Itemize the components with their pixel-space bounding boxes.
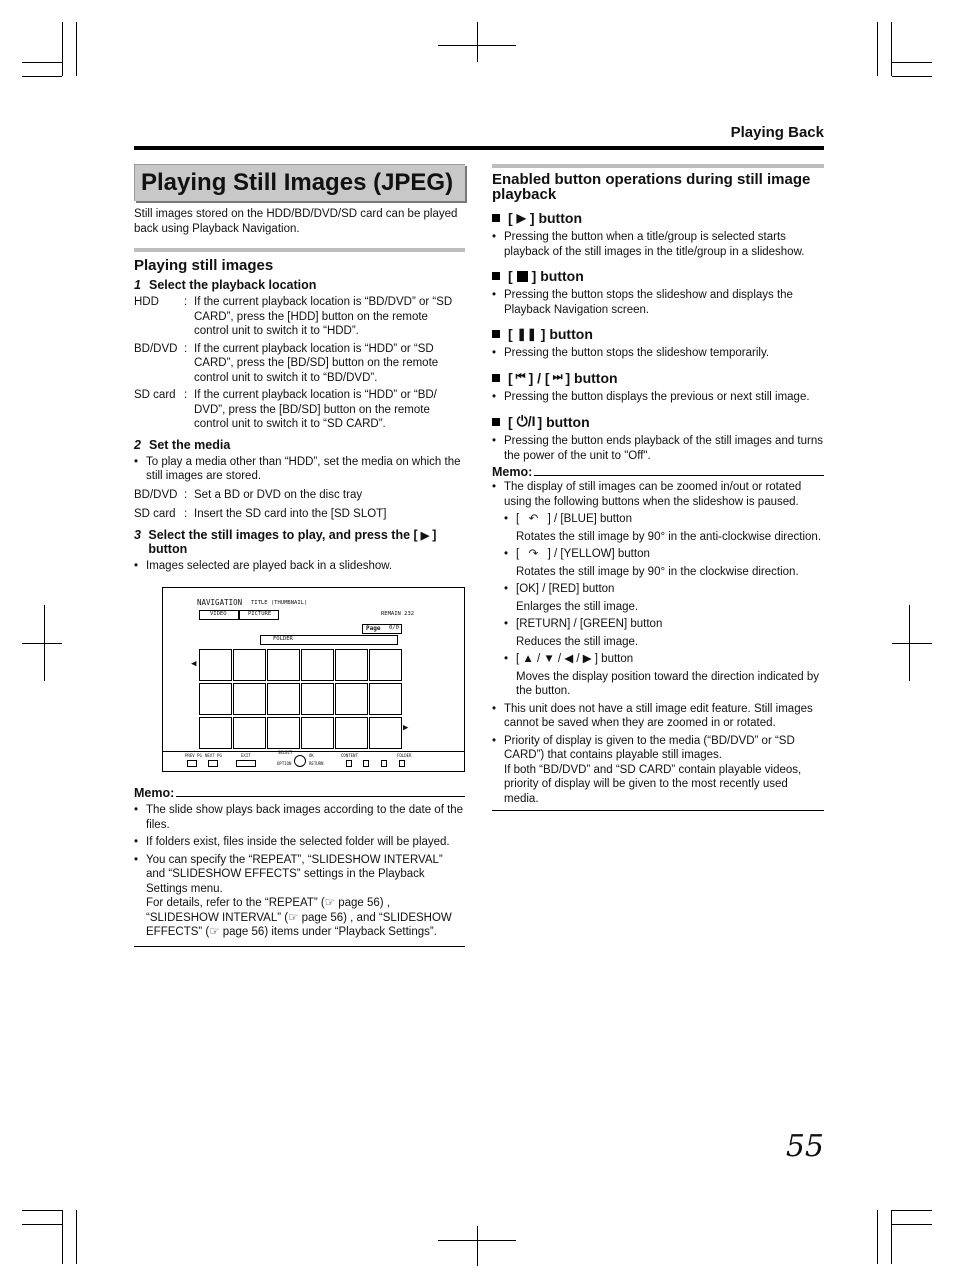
button-label-part: [: [508, 268, 513, 284]
skip-forward-icon: ⏭: [552, 371, 563, 383]
step-title: Set the media: [149, 437, 231, 452]
definition-row: [134, 295, 465, 339]
exit-key-icon: [236, 760, 256, 767]
sub-text: [ ↷ ] / [YELLOW] button Rotates the still image by 90° in the clockwise direction.: [516, 547, 824, 579]
page-title: Playing Still Images (JPEG): [134, 164, 465, 201]
step-title-part: ] button: [148, 527, 437, 556]
button-desc: [492, 288, 824, 317]
thumbnail: [199, 649, 232, 681]
desc-text: Pressing the button ends playback of the still images and turns the power of the unit to "Off".: [504, 435, 823, 462]
button-desc: [492, 230, 824, 259]
tab-picture-label: PICTURE: [248, 611, 272, 617]
def-desc: Set a BD or DVD on the disc tray: [194, 488, 363, 501]
sub-button: [ ▲ / ▼ / ◀ / ▶ ] button: [516, 653, 634, 665]
nav-title: TITLE (THUMBNAIL): [251, 600, 308, 606]
sub-item: [504, 652, 824, 699]
desc-text: Pressing the button when a title/group is selected starts playback of the still images in the title/group in a slideshow.: [504, 231, 805, 258]
thumbnail: [369, 683, 402, 715]
bullet-item: [134, 455, 465, 484]
rotate-left-icon: ↶: [528, 513, 539, 525]
def-term: SD card: [134, 508, 176, 520]
sub-item: [504, 547, 824, 579]
sub-desc: Moves the display position toward the direction indicated by the button.: [516, 670, 820, 697]
def-colon: :: [184, 296, 188, 308]
memo-rule: [534, 475, 824, 476]
folder-bar: [260, 635, 398, 645]
thumbnail: [335, 649, 368, 681]
step-title: Select the playback location: [149, 278, 317, 292]
memo-end-rule: [492, 810, 824, 811]
thumbnail: [199, 717, 232, 749]
memo-text: The slide show plays back images according to the date of the files.: [146, 804, 464, 831]
memo-sublist: [504, 512, 824, 699]
button-heading-power: [492, 413, 824, 430]
color-key-icon: [399, 760, 405, 767]
button-label-part: ] button: [537, 413, 590, 430]
tab-picture: [239, 610, 279, 620]
def-desc: If the current playback location is “HDD” or “BD/ DVD”, press the [BD/SD] button on the remote control unit to switch it to “SD CARD”.: [194, 389, 437, 430]
button-heading-skip: [492, 370, 824, 386]
memo-item: [492, 734, 824, 807]
desc-text: Pressing the button stops the slideshow temporarily.: [504, 347, 770, 359]
def-colon: :: [184, 488, 188, 501]
button-desc: [492, 346, 824, 361]
bullet-dot: •: [492, 435, 497, 447]
memo-text: If folders exist, files inside the selected folder will be played.: [146, 836, 450, 848]
button-label-part: [: [508, 369, 513, 386]
footer-return: RETURN: [309, 761, 324, 766]
footer-next: NEXT PG: [205, 753, 222, 758]
bullet-dot: •: [492, 289, 497, 301]
sub-item: [504, 512, 824, 544]
footer-exit: EXIT: [241, 753, 251, 758]
button-label-part: ] button: [565, 369, 618, 386]
memo-end-rule: [134, 946, 465, 947]
def-desc: If the current playback location is “HDD” or “SD CARD”, press the [BD/SD] button on the remote control unit to switch it to “BD/DVD”.: [194, 342, 439, 384]
remain-text: REMAIN 232: [381, 611, 415, 617]
page-label: Page: [366, 625, 381, 632]
button-desc: [492, 434, 824, 463]
section-title: Playing Back: [730, 124, 824, 141]
button-label-part: ] button: [531, 268, 584, 284]
sub-item: [504, 617, 824, 649]
memo-rule: [176, 796, 465, 797]
square-bullet: [492, 272, 500, 280]
thumbnail: [233, 649, 266, 681]
next-page-icon: [208, 760, 218, 767]
header-rule: [134, 146, 824, 150]
page-indicator: [362, 624, 402, 634]
step-number: 1: [134, 278, 141, 292]
sub-item: [504, 582, 824, 614]
thumbnail: [301, 649, 334, 681]
step-2: [134, 438, 465, 452]
bullet-dot: •: [134, 455, 139, 468]
page-value: 0/0: [389, 625, 399, 631]
bullet-dot: •: [492, 347, 497, 359]
button-label-part: ] button: [529, 210, 582, 226]
memo-item: [492, 702, 824, 731]
bullet-dot: •: [134, 559, 139, 572]
footer-content: CONTENT: [341, 753, 358, 758]
power-icon: ⏻/I: [516, 413, 536, 429]
bullet-dot: •: [492, 231, 497, 243]
page-number: 55: [785, 1129, 824, 1164]
sub-desc: Enlarges the still image.: [516, 600, 639, 613]
bullet-dot: •: [134, 853, 139, 866]
bullet-dot: •: [504, 513, 509, 525]
bullet-dot: •: [492, 481, 497, 493]
bullet-item: [134, 559, 465, 574]
button-label-part: [: [508, 210, 513, 226]
memo-label: Memo:: [492, 465, 533, 479]
step-number: 2: [134, 437, 141, 452]
footer-folder: FOLDER: [397, 753, 412, 758]
sub-desc: Rotates the still image by 90° in the anti-clockwise direction.: [516, 530, 822, 543]
play-icon: ▶: [417, 529, 433, 542]
thumbnail: [233, 683, 266, 715]
button-label-part: ] button: [540, 326, 593, 342]
subsection-title: Enabled button operations during still image playback: [492, 171, 811, 203]
bullet-dot: •: [504, 583, 509, 595]
thumbnail: [335, 683, 368, 715]
memo-text: The display of still images can be zoomed in/out or rotated using the following buttons when the slideshow is paused.: [504, 481, 802, 508]
step-number: 3: [134, 527, 141, 542]
left-column: [134, 164, 465, 947]
sub-text: [516, 652, 824, 699]
rotate-right-icon: ↷: [528, 548, 539, 560]
def-desc: If the current playback location is “BD/DVD” or “SD CARD”, press the [HDD] button on the remote control unit to switch it to “HDD”.: [194, 296, 453, 337]
bullet-dot: •: [134, 804, 139, 816]
pause-icon: ❚❚: [516, 327, 537, 341]
step-title-part: Select the still images to play, and press the [: [148, 527, 418, 542]
bullet-dot: •: [504, 618, 509, 630]
navigation-screen-illustration: [162, 587, 465, 772]
sub-desc: Reduces the still image.: [516, 635, 639, 648]
folder-label: FOLDER: [273, 636, 293, 642]
sub-desc: Rotates the still image by 90° in the clockwise direction.: [516, 565, 799, 578]
step-title: [148, 528, 465, 556]
intro-text: Still images stored on the HDD/BD/DVD/SD card can be played back using Playback Navigation.: [134, 208, 458, 235]
button-heading-play: [492, 210, 824, 226]
bullet-dot: •: [134, 836, 139, 848]
sub-button: [OK] / [RED] button: [516, 583, 615, 595]
memo-label: Memo:: [134, 786, 175, 800]
tab-video: [199, 610, 239, 620]
subsection-bar: [134, 248, 465, 252]
subsection-title: Playing still images: [134, 257, 274, 274]
sub-text: [516, 617, 824, 649]
bullet-text: To play a media other than “HDD”, set the media on which the still images are stored.: [146, 455, 461, 482]
memo-item: [134, 835, 465, 850]
sub-button: ] / [BLUE] button: [547, 513, 632, 525]
def-term: BD/DVD: [134, 488, 178, 501]
bullet-dot: •: [504, 548, 509, 560]
footer-ok: OK: [309, 753, 314, 758]
thumbnail: [369, 717, 402, 749]
def-colon: :: [184, 508, 188, 520]
footer-prev: PREV PG: [185, 753, 202, 758]
subsection-bar: [492, 164, 824, 168]
thumbnail: [335, 717, 368, 749]
memo-heading: [134, 786, 465, 800]
bullet-dot: •: [492, 702, 497, 715]
button-desc: [492, 390, 824, 405]
desc-text: Pressing the button displays the previous or next still image.: [504, 390, 810, 403]
footer-option: OPTION: [277, 761, 292, 766]
tab-video-label: VIDEO: [210, 611, 227, 617]
sub-text: [ ↶ ] / [BLUE] button Rotates the still image by 90° in the anti-clockwise direction.: [516, 512, 824, 544]
thumbnail: [199, 683, 232, 715]
bullet-text: Images selected are played back in a slideshow.: [146, 559, 393, 572]
footer-divider: [163, 751, 464, 752]
thumbnail: [233, 717, 266, 749]
def-term: BD/DVD: [134, 342, 178, 355]
left-arrow-icon: ◀: [191, 659, 197, 669]
thumbnail: [267, 649, 300, 681]
sub-text: [516, 582, 824, 614]
def-colon: :: [184, 342, 188, 355]
thumbnail: [267, 683, 300, 715]
memo-text: This unit does not have a still image edit feature. Still images cannot be saved when they are zoomed in or rotated.: [504, 702, 813, 729]
definition-row: [134, 507, 465, 522]
def-term: SD card: [134, 389, 176, 401]
thumbnail: [369, 649, 402, 681]
memo-item: [492, 480, 824, 509]
select-dial-icon: [294, 755, 306, 767]
play-icon: ▶: [516, 211, 526, 225]
footer-select: SELECT: [278, 750, 293, 755]
memo-item: [134, 803, 465, 832]
color-key-icon: [381, 760, 387, 767]
square-bullet: [492, 374, 500, 382]
nav-label: NAVIGATION: [197, 598, 243, 607]
color-key-icon: [363, 760, 369, 767]
bullet-dot: •: [492, 390, 497, 403]
memo-text: You can specify the “REPEAT”, “SLIDESHOW INTERVAL” and “SLIDESHOW EFFECTS” settings in the Playback Settings menu. For details, refer to the “REPEAT” (☞ page 56) , “SLIDESHOW INTERVAL” (☞ page 56) , and “SLIDESHOW EFFECTS” (☞ page 56) items under “Playback Settings”.: [146, 853, 452, 938]
button-heading-pause: [492, 326, 824, 342]
definition-row: [134, 342, 465, 386]
memo-heading: [492, 465, 824, 479]
def-desc: Insert the SD card into the [SD SLOT]: [194, 508, 387, 520]
square-bullet: [492, 418, 500, 426]
step-1: [134, 278, 465, 292]
thumbnail: [301, 683, 334, 715]
color-key-icon: [346, 760, 352, 767]
prev-page-icon: [187, 760, 197, 767]
stop-icon: [517, 271, 528, 282]
button-label-part: [: [508, 326, 513, 342]
button-label-part: [: [508, 413, 513, 430]
bullet-dot: •: [504, 653, 509, 665]
sub-button: ] / [YELLOW] button: [547, 548, 650, 560]
thumbnail: [301, 717, 334, 749]
button-label-part: ] / [: [528, 369, 550, 386]
square-bullet: [492, 214, 500, 222]
bullet-dot: •: [492, 734, 497, 747]
memo-text: Priority of display is given to the media (“BD/DVD” or “SD CARD”) that contains playable still images. If both “BD/DVD” and “SD CARD” contain playable videos, priority of display will be given to the most recently used media.: [504, 734, 802, 805]
right-arrow-icon: ▶: [403, 723, 409, 733]
skip-back-icon: ⏮: [515, 371, 526, 383]
definition-row: [134, 388, 465, 432]
thumbnail: [267, 717, 300, 749]
memo-item: [134, 853, 465, 940]
step-3: [134, 528, 465, 556]
desc-text: Pressing the button stops the slideshow and displays the Playback Navigation screen.: [504, 289, 793, 316]
button-heading-stop: [492, 268, 824, 284]
def-term: HDD: [134, 296, 159, 308]
def-colon: :: [184, 389, 188, 401]
square-bullet: [492, 330, 500, 338]
sub-button: [RETURN] / [GREEN] button: [516, 618, 663, 630]
right-column: [492, 164, 824, 811]
definition-row: [134, 488, 465, 503]
